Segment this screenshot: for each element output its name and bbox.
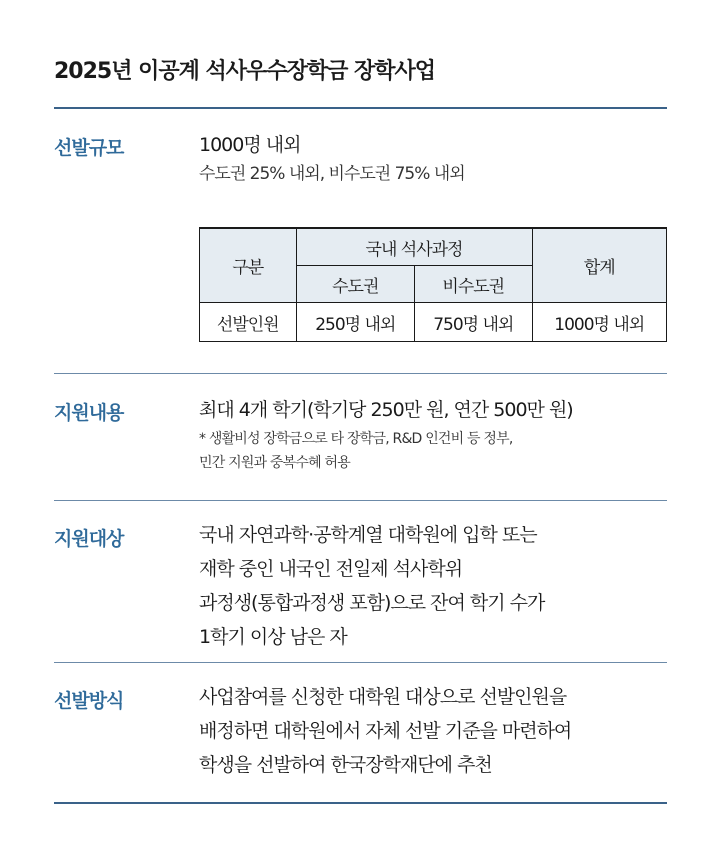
method-line: 배정하면 대학원에서 자체 선발 기준을 마련하여	[199, 720, 572, 742]
table-cell-total: 1000명 내외	[532, 303, 666, 342]
table-header-total: 합계	[532, 228, 666, 303]
section-content-method	[199, 680, 669, 782]
table-cell-row-label: 선발인원	[200, 303, 297, 342]
section-divider	[54, 500, 667, 501]
section-label-scale: 선발규모	[54, 137, 124, 159]
section-label-support: 지원내용	[54, 402, 124, 424]
table-cell-capital: 250명 내외	[296, 303, 414, 342]
table-header-capital: 수도권	[296, 266, 414, 303]
bottom-divider	[54, 802, 667, 804]
method-line: 사업참여를 신청한 대학원 대상으로 선발인원을	[199, 686, 567, 708]
section-content-target	[199, 518, 669, 654]
section-content-scale	[199, 130, 669, 188]
target-line: 재학 중인 내국인 전일제 석사학위	[199, 558, 463, 580]
support-note-line2: 민간 지원과 중복수혜 허용	[199, 455, 350, 471]
support-main-text: 최대 4개 학기(학기당 250만 원, 연간 500만 원)	[199, 399, 573, 421]
target-line: 과정생(통합과정생 포함)으로 잔여 학기 수가	[199, 592, 545, 614]
support-note-line1: * 생활비성 장학금으로 타 장학금, R&D 인건비 등 정부,	[199, 431, 513, 447]
scale-sub-text: 수도권 25% 내외, 비수도권 75% 내외	[199, 164, 465, 184]
section-label-target: 지원대상	[54, 528, 124, 550]
scale-main-text: 1000명 내외	[199, 134, 301, 156]
title-divider	[54, 107, 667, 109]
section-divider	[54, 662, 667, 663]
table-row	[200, 303, 667, 342]
method-line: 학생을 선발하여 한국장학재단에 추천	[199, 754, 492, 776]
section-content-support	[199, 395, 669, 475]
table-header-row	[200, 228, 667, 266]
target-line: 1학기 이상 남은 자	[199, 626, 347, 648]
allocation-table	[199, 227, 667, 342]
table-cell-noncapital: 750명 내외	[415, 303, 533, 342]
page-title: 2025년 이공계 석사우수장학금 장학사업	[54, 59, 435, 84]
section-label-method: 선발방식	[54, 690, 124, 712]
table-header-noncapital: 비수도권	[415, 266, 533, 303]
section-divider	[54, 373, 667, 374]
target-line: 국내 자연과학·공학계열 대학원에 입학 또는	[199, 524, 537, 546]
table-header-category: 구분	[200, 228, 297, 303]
table-header-domestic: 국내 석사과정	[296, 228, 532, 266]
